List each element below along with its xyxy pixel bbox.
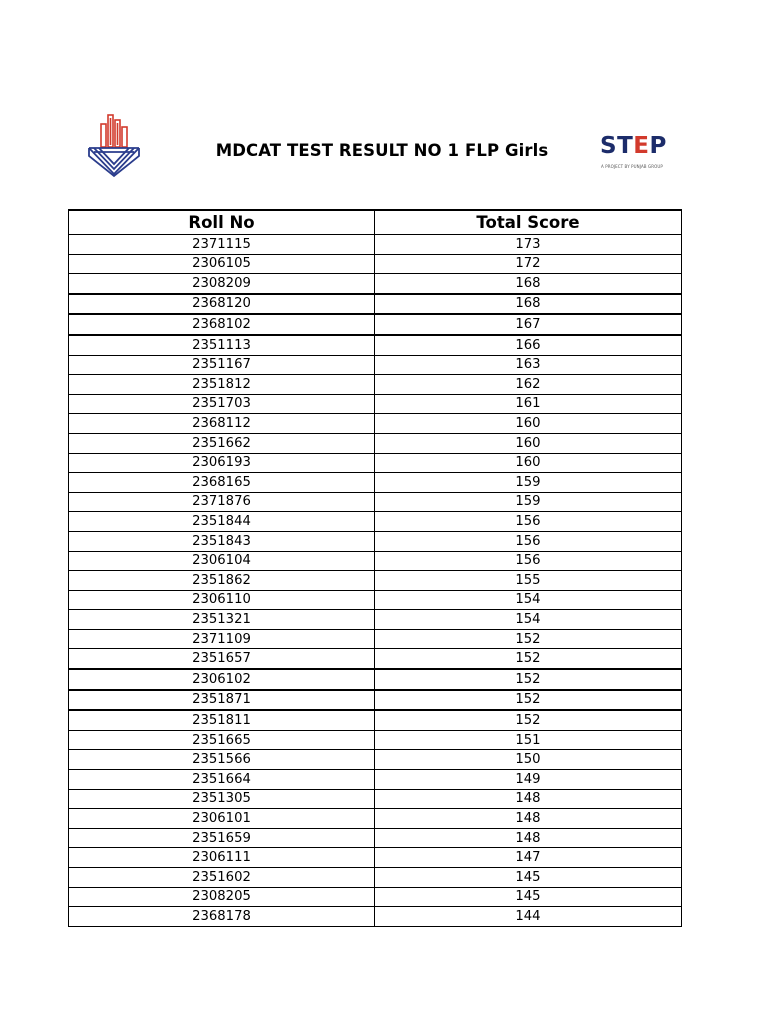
step-logo-wordmark — [600, 135, 667, 158]
table-row — [69, 629, 682, 649]
roll-no-cell: 2351664 — [69, 770, 375, 790]
table-row — [69, 809, 682, 829]
total-score-cell: 172 — [375, 254, 682, 274]
total-score-cell: 152 — [375, 710, 682, 730]
table-row — [69, 730, 682, 750]
total-score-cell: 152 — [375, 649, 682, 669]
total-score-cell: 152 — [375, 669, 682, 690]
total-score-cell: 145 — [375, 868, 682, 888]
roll-no-cell: 2351862 — [69, 571, 375, 591]
table-row — [69, 789, 682, 809]
total-score-cell: 144 — [375, 907, 682, 927]
table-row — [69, 828, 682, 848]
total-score-cell: 150 — [375, 750, 682, 770]
table-row — [69, 294, 682, 315]
table-row — [69, 848, 682, 868]
table-row — [69, 314, 682, 335]
roll-no-cell: 2371876 — [69, 492, 375, 512]
total-score-cell: 161 — [375, 394, 682, 414]
total-score-cell: 166 — [375, 335, 682, 355]
roll-no-cell: 2351602 — [69, 868, 375, 888]
table-header-row — [69, 210, 682, 235]
table-row — [69, 551, 682, 571]
step-logo-st: ST — [600, 133, 634, 159]
table-row — [69, 375, 682, 395]
total-score-cell: 159 — [375, 473, 682, 493]
table-row — [69, 690, 682, 711]
roll-no-cell: 2368112 — [69, 414, 375, 434]
roll-no-cell: 2351113 — [69, 335, 375, 355]
roll-no-cell: 2306111 — [69, 848, 375, 868]
roll-no-cell: 2368165 — [69, 473, 375, 493]
table-row — [69, 453, 682, 473]
results-table-body — [69, 235, 682, 927]
roll-no-cell: 2306105 — [69, 254, 375, 274]
roll-no-cell: 2306102 — [69, 669, 375, 690]
roll-no-cell: 2351657 — [69, 649, 375, 669]
total-score-cell: 168 — [375, 274, 682, 294]
roll-no-cell: 2368102 — [69, 314, 375, 335]
table-row — [69, 770, 682, 790]
roll-no-cell: 2306193 — [69, 453, 375, 473]
table-row — [69, 274, 682, 294]
total-score-cell: 156 — [375, 531, 682, 551]
total-score-cell: 156 — [375, 551, 682, 571]
roll-no-cell: 2371115 — [69, 235, 375, 255]
table-row — [69, 492, 682, 512]
total-score-cell: 168 — [375, 294, 682, 315]
document-header — [68, 108, 680, 198]
table-row — [69, 394, 682, 414]
table-row — [69, 235, 682, 255]
total-score-cell: 163 — [375, 355, 682, 375]
roll-no-cell: 2308205 — [69, 887, 375, 907]
total-score-cell: 152 — [375, 690, 682, 711]
total-score-cell: 162 — [375, 375, 682, 395]
step-logo-e: E — [633, 133, 650, 159]
total-score-cell: 148 — [375, 809, 682, 829]
roll-no-cell: 2351167 — [69, 355, 375, 375]
total-score-cell: 152 — [375, 629, 682, 649]
table-row — [69, 649, 682, 669]
table-row — [69, 610, 682, 630]
roll-no-cell: 2351659 — [69, 828, 375, 848]
table-row — [69, 750, 682, 770]
total-score-cell: 156 — [375, 512, 682, 532]
table-row — [69, 590, 682, 610]
total-score-cell: 160 — [375, 433, 682, 453]
table-row — [69, 531, 682, 551]
roll-no-cell: 2351305 — [69, 789, 375, 809]
total-score-cell: 167 — [375, 314, 682, 335]
table-row — [69, 473, 682, 493]
total-score-cell: 154 — [375, 610, 682, 630]
results-table — [68, 209, 682, 927]
table-row — [69, 571, 682, 591]
table-row — [69, 868, 682, 888]
roll-no-cell: 2351703 — [69, 394, 375, 414]
table-row — [69, 414, 682, 434]
roll-no-cell: 2308209 — [69, 274, 375, 294]
total-score-cell: 160 — [375, 414, 682, 434]
step-logo-p: P — [649, 133, 667, 159]
roll-no-cell: 2351844 — [69, 512, 375, 532]
table-row — [69, 887, 682, 907]
roll-no-cell: 2306101 — [69, 809, 375, 829]
roll-no-cell: 2351812 — [69, 375, 375, 395]
total-score-cell: 151 — [375, 730, 682, 750]
roll-no-cell: 2306110 — [69, 590, 375, 610]
step-logo-tagline: A PROJECT BY PUNJAB GROUP — [601, 164, 663, 169]
total-score-cell: 155 — [375, 571, 682, 591]
column-header-total-score: Total Score — [375, 210, 682, 235]
roll-no-cell: 2351665 — [69, 730, 375, 750]
table-row — [69, 669, 682, 690]
table-row — [69, 335, 682, 355]
roll-no-cell: 2306104 — [69, 551, 375, 571]
table-row — [69, 254, 682, 274]
total-score-cell: 173 — [375, 235, 682, 255]
roll-no-cell: 2351662 — [69, 433, 375, 453]
total-score-cell: 148 — [375, 789, 682, 809]
roll-no-cell: 2351871 — [69, 690, 375, 711]
table-row — [69, 512, 682, 532]
column-header-roll-no: Roll No — [69, 210, 375, 235]
roll-no-cell: 2368120 — [69, 294, 375, 315]
step-logo — [595, 126, 675, 194]
total-score-cell: 148 — [375, 828, 682, 848]
roll-no-cell: 2368178 — [69, 907, 375, 927]
total-score-cell: 145 — [375, 887, 682, 907]
table-row — [69, 710, 682, 730]
total-score-cell: 160 — [375, 453, 682, 473]
total-score-cell: 154 — [375, 590, 682, 610]
table-row — [69, 355, 682, 375]
roll-no-cell: 2351843 — [69, 531, 375, 551]
document-title: MDCAT TEST RESULT NO 1 FLP Girls — [215, 141, 549, 160]
total-score-cell: 149 — [375, 770, 682, 790]
roll-no-cell: 2351811 — [69, 710, 375, 730]
table-row — [69, 433, 682, 453]
table-row — [69, 907, 682, 927]
roll-no-cell: 2371109 — [69, 629, 375, 649]
roll-no-cell: 2351566 — [69, 750, 375, 770]
roll-no-cell: 2351321 — [69, 610, 375, 630]
total-score-cell: 159 — [375, 492, 682, 512]
total-score-cell: 147 — [375, 848, 682, 868]
